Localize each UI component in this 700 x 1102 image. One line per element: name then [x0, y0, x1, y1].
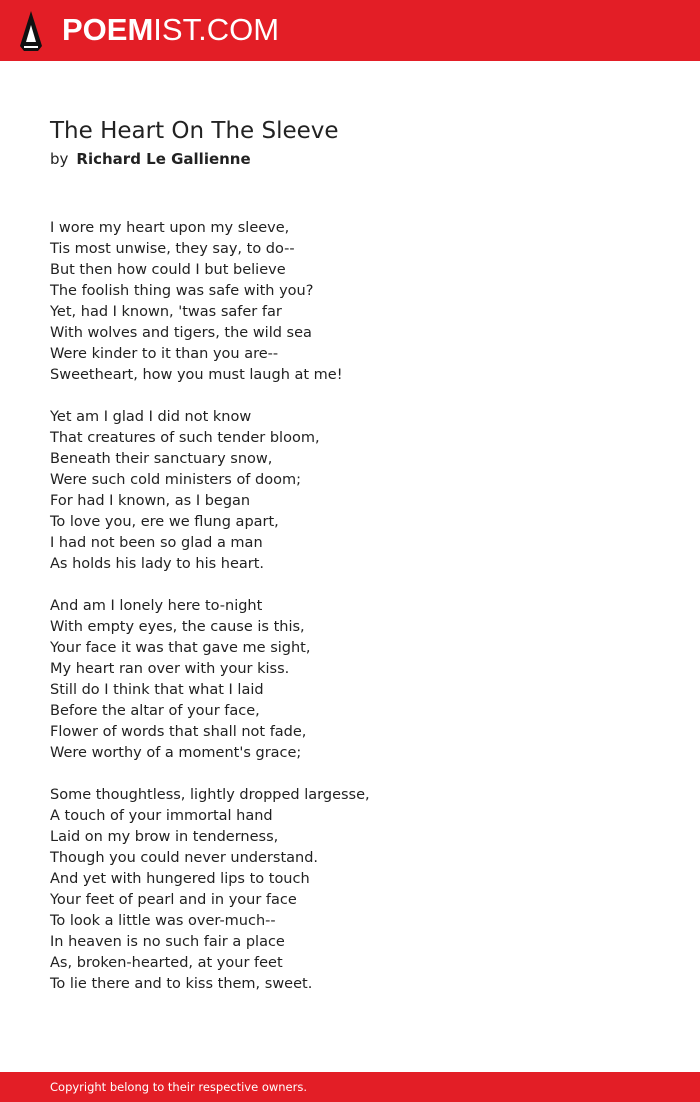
author-name: Richard Le Gallienne	[76, 150, 251, 168]
poem-line: With empty eyes, the cause is this,	[50, 619, 305, 635]
top-bar	[0, 0, 700, 61]
poem-line: To look a little was over-much--	[50, 913, 276, 929]
poem-line: To love you, ere we flung apart,	[50, 514, 279, 530]
stanza	[50, 218, 370, 386]
byline	[50, 149, 251, 169]
poem-line: Before the altar of your face,	[50, 703, 260, 719]
poem-line: Though you could never understand.	[50, 850, 319, 866]
poem-line: I had not been so glad a man	[50, 535, 263, 551]
poem-line: Laid on my brow in tenderness,	[50, 829, 279, 845]
by-label: by	[50, 150, 69, 168]
poem-line: In heaven is no such fair a place	[50, 934, 285, 950]
poem-line: Sweetheart, how you must laugh at me!	[50, 367, 343, 383]
footer-bar	[0, 1072, 700, 1102]
poem-line: For had I known, as I began	[50, 493, 251, 509]
poem-line: The foolish thing was safe with you?	[50, 283, 314, 299]
poem-line: Still do I think that what I laid	[50, 682, 264, 698]
poem-line: A touch of your immortal hand	[50, 808, 273, 824]
stanza	[50, 407, 370, 575]
poem-body	[50, 218, 370, 1016]
poem-line: To lie there and to kiss them, sweet.	[50, 976, 313, 992]
poem-line: Yet am I glad I did not know	[50, 409, 252, 425]
poem-line: Tis most unwise, they say, to do--	[50, 241, 295, 257]
poem-line: Were worthy of a moment's grace;	[50, 745, 302, 761]
poem-line: As, broken-hearted, at your feet	[50, 955, 283, 971]
poem-line: And yet with hungered lips to touch	[50, 871, 310, 887]
poem-line: I wore my heart upon my sleeve,	[50, 220, 290, 236]
poem-line: That creatures of such tender bloom,	[50, 430, 320, 446]
poem-line: Beneath their sanctuary snow,	[50, 451, 273, 467]
poem-line: Some thoughtless, lightly dropped largesse,	[50, 787, 370, 803]
stanza	[50, 785, 370, 995]
pencil-tip-icon[interactable]	[18, 10, 44, 52]
copyright-notice: Copyright belong to their respective owners.	[50, 1080, 308, 1094]
brand-name-light: IST.COM	[153, 12, 280, 47]
poem-line: Were such cold ministers of doom;	[50, 472, 301, 488]
brand-name-bold: POEM	[62, 12, 154, 47]
poem-title: The Heart On The Sleeve	[50, 118, 339, 144]
poem-line: With wolves and tigers, the wild sea	[50, 325, 312, 341]
poem-line: As holds his lady to his heart.	[50, 556, 265, 572]
poem-line: My heart ran over with your kiss.	[50, 661, 290, 677]
poem-line: Your face it was that gave me sight,	[50, 640, 311, 656]
poem-line: And am I lonely here to-night	[50, 598, 263, 614]
brand-wordmark[interactable]	[62, 12, 279, 48]
poem-line: Flower of words that shall not fade,	[50, 724, 307, 740]
poem-line: Your feet of pearl and in your face	[50, 892, 297, 908]
poem-line: But then how could I but believe	[50, 262, 286, 278]
poem-line: Yet, had I known, 'twas safer far	[50, 304, 282, 320]
stanza	[50, 596, 370, 764]
poem-line: Were kinder to it than you are--	[50, 346, 279, 362]
